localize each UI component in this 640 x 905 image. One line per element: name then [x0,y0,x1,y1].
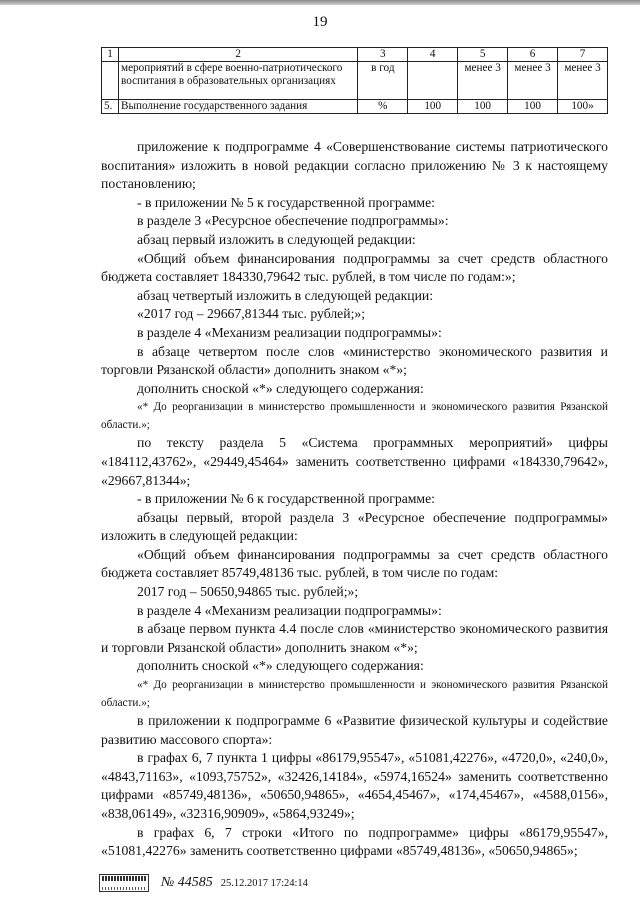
paragraph: абзац первый изложить в следующей редакции: [137,231,416,247]
paragraph: приложение к подпрограмме 4 «Совершенствование системы патриотического воспитания» изложить в новой редакции согласно приложению № 3 к настоящему постановлению; [101,139,608,192]
table-cell-value: 100» [558,100,608,114]
paragraph: в разделе 3 «Ресурсное обеспечение подпрограммы»: [137,213,449,229]
paragraph: абзацы первый, второй раздела 3 «Ресурсное обеспечение подпрограммы» изложить в следующей редакции: [101,509,608,544]
table-header-cell: 3 [358,48,408,62]
table-cell-name: Выполнение государственного задания [118,100,357,114]
table-header-cell: 2 [118,48,357,62]
paragraph: 2017 год – 50650,94865 тыс. рублей;»; [137,584,359,600]
scan-top-edge [0,0,640,5]
paragraph: «Общий объем финансирования подпрограммы за счет средств областного бюджета составляет 184330,79642 тыс. рублей, в том числе по годам:»; [101,250,608,285]
table-header-cell: 6 [508,48,558,62]
paragraph: в приложении к подпрограмме 6 «Развитие физической культуры и содействие развитию массового спорта»: [101,713,608,747]
paragraph: в абзаце четвертом после слов «министерство экономического развития и торговли Рязанской области» дополнить знаком «*»; [101,343,608,378]
indicators-table [101,47,608,114]
paragraph: в разделе 4 «Механизм реализации подпрограммы»: [137,602,442,618]
paragraph: в абзаце первом пункта 4.4 после слов «министерство экономического развития и торговли Рязанской области» дополнить знаком «*»; [101,621,608,655]
table-cell-num [102,62,119,100]
table-cell-num: 5. [102,100,119,114]
table-cell-value: 100 [508,100,558,114]
table-header-cell: 1 [102,48,119,62]
table-header-cell: 5 [458,48,508,62]
table-row [102,100,608,114]
barcode-stamp-icon [99,874,149,892]
paragraph: - в приложении № 5 к государственной программе: [137,194,435,210]
document-timestamp: 25.12.2017 17:24:14 [220,877,308,889]
paragraph: в графах 6, 7 пункта 1 цифры «86179,95547», «51081,42276», «4720,0», «240,0», «4843,71163», «1093,75752», «32426,14184», «5974,16524» заменить соответственно цифрами «85749,48136», «50650,94865», «4654,45467», «174,45467», «4588,0156», «838,06149», «32316,90909», «5864,93249»; [101,750,608,821]
paragraph: - в приложении № 6 к государственной программе: [137,491,435,507]
document-body [101,138,608,861]
table-cell-value: менее 3 [558,62,608,100]
table-cell-value: 100 [408,100,458,114]
table-cell-value: менее 3 [508,62,558,100]
table-header-cell: 7 [558,48,608,62]
table-row [102,62,608,100]
paragraph: «2017 год – 29667,81344 тыс. рублей;»; [137,306,366,322]
table-cell-value: менее 3 [458,62,508,100]
footnote-paragraph: «* До реорганизации в министерство промышленности и экономического развития Рязанской области.»; [101,679,608,710]
paragraph: в разделе 4 «Механизм реализации подпрограммы»: [137,324,442,340]
table-cell-name: мероприятий в сфере военно-патриотического воспитания в образовательных организациях [118,62,357,100]
footnote-paragraph: «* До реорганизации в министерство промышленности и экономического развития Рязанской области.»; [101,401,608,432]
table-cell-value: 100 [458,100,508,114]
table-header-row [102,48,608,62]
page-number: 19 [312,14,328,30]
table-cell-unit: в год [358,62,408,100]
table-cell-unit: % [358,100,408,114]
paragraph: «Общий объем финансирования подпрограммы за счет средств областного бюджета составляет 85749,48136 тыс. рублей, в том числе по годам: [101,546,608,581]
paragraph: в графах 6, 7 строки «Итого по подпрограмме» цифры «86179,95547», «51081,42276» заменить соответственно цифрами «85749,48136», «50650,94865»; [101,824,608,859]
table-cell-value [408,62,458,100]
document-mark: № 44585 [161,875,213,890]
paragraph: дополнить сноской «*» следующего содержания: [137,658,424,674]
paragraph: дополнить сноской «*» следующего содержания: [137,380,424,396]
document-footer [99,873,308,893]
paragraph: абзац четвертый изложить в следующей редакции: [137,287,434,303]
paragraph: по тексту раздела 5 «Система программных мероприятий» цифры «184112,43762», «29449,45464» заменить соответственно цифрами «184330,79642», «29667,81344»; [101,435,608,488]
table-header-cell: 4 [408,48,458,62]
